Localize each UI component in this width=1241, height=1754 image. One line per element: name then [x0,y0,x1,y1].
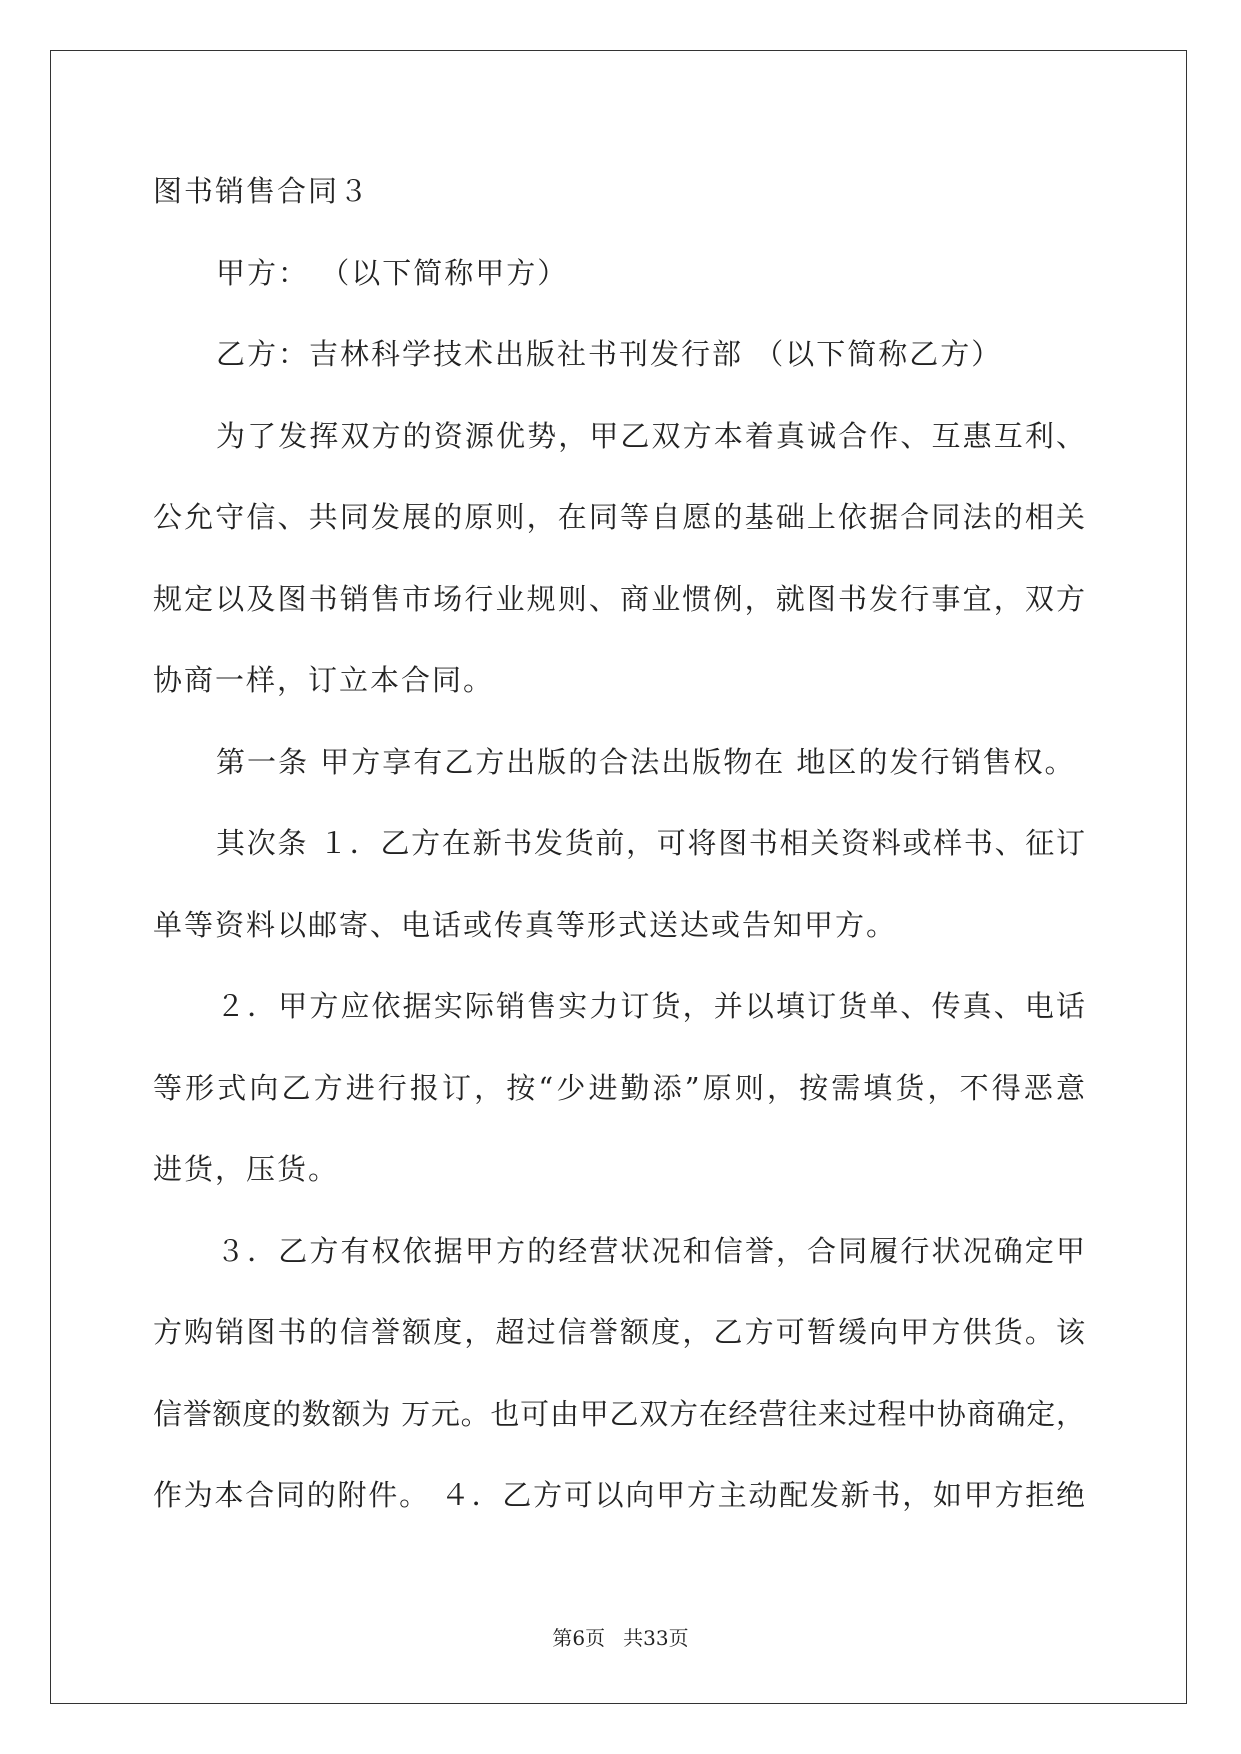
text-line-article-1: 第一条 甲方享有乙方出版的合法出版物在 地区的发行销售权。 [216,744,1076,779]
text-line-party-b: 乙方：吉林科学技术出版社书刊发行部 （以下简称乙方） [216,337,1003,371]
text-line: 进货，压货。 [153,1152,340,1186]
page-number: 第6页 [552,1626,606,1650]
document-title: 图书销售合同３ [153,174,371,208]
text-line: 信誉额度的数额为 万元。也可由甲乙双方在经营往来过程中协商确定， [153,1396,1085,1431]
text-line-clause-3: ３．乙方有权依据甲方的经营状况和信誉，合同履行状况确定甲 [216,1233,1085,1268]
text-line: 单等资料以邮寄、电话或传真等形式送达或告知甲方。 [153,907,898,942]
text-line-clause-2: ２．甲方应依据实际销售实力订货，并以填订货单、传真、电话 [216,989,1085,1023]
page-total: 共33页 [623,1626,689,1650]
text-line: 方购销图书的信誉额度，超过信誉额度，乙方可暂缓向甲方供货。该 [153,1315,1085,1349]
text-line: 等形式向乙方进行报订，按“少进勤添”原则，按需填货，不得恶意 [153,1070,1085,1105]
text-line-party-a: 甲方： （以下简称甲方） [216,255,569,290]
page-footer [0,1624,1241,1652]
text-line-article-2: 其次条 １．乙方在新书发货前，可将图书相关资料或样书、征订 [216,826,1085,860]
text-line: 规定以及图书销售市场行业规则、商业惯例，就图书发行事宜，双方 [153,581,1085,616]
text-line: 公允守信、共同发展的原则，在同等自愿的基础上依据合同法的相关 [153,500,1085,534]
text-line: 作为本合同的附件。 ４．乙方可以向甲方主动配发新书，如甲方拒绝 [153,1478,1085,1512]
text-line: 为了发挥双方的资源优势，甲乙双方本着真诚合作、互惠互利、 [216,418,1085,453]
document-body [153,151,1085,1537]
text-line: 协商一样，订立本合同。 [153,663,495,697]
